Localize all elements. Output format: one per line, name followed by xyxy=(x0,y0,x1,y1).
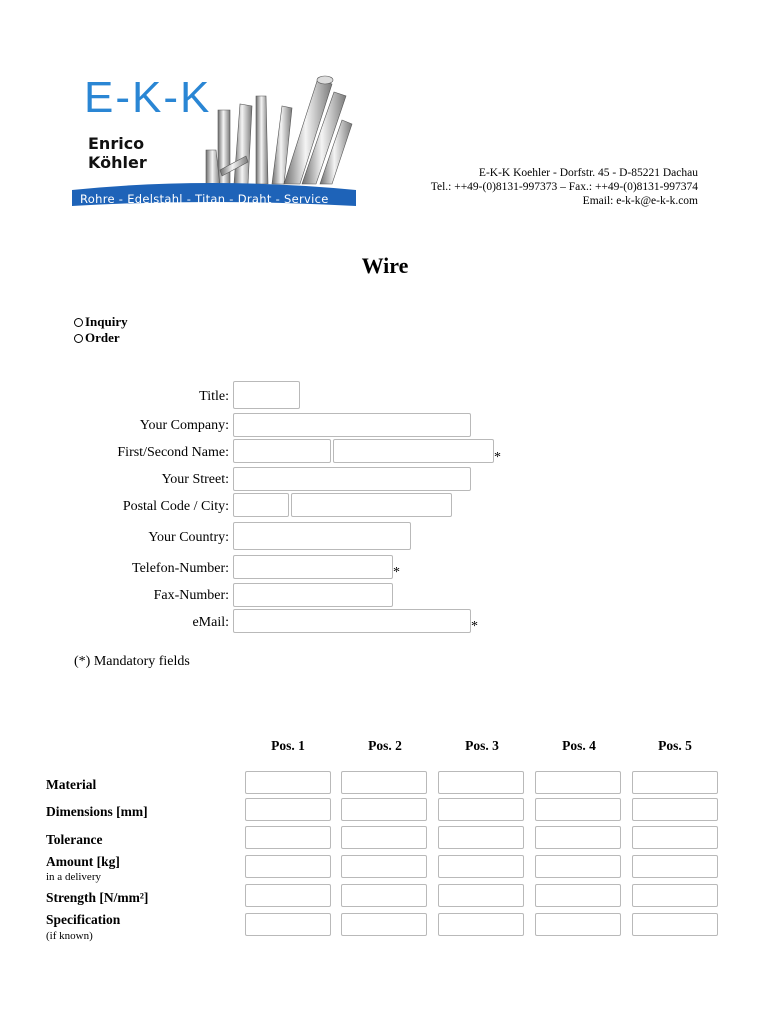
pos-5-header: Pos. 5 xyxy=(658,738,692,753)
specification-label: Specification xyxy=(46,912,121,927)
logo-name-last: Köhler xyxy=(88,153,147,172)
logo-name-first: Enrico xyxy=(88,134,145,153)
phone-field[interactable] xyxy=(233,555,393,579)
street-field[interactable] xyxy=(233,467,471,491)
name-label: First/Second Name: xyxy=(117,445,229,460)
order-radio[interactable] xyxy=(74,334,83,343)
street-label: Your Street: xyxy=(161,472,229,487)
specification-pos-2-field[interactable] xyxy=(341,913,427,936)
tolerance-pos-1-field[interactable] xyxy=(245,826,331,849)
mandatory-fields-note: (*) Mandatory fields xyxy=(74,654,190,669)
city-field[interactable] xyxy=(291,493,452,517)
pos-3-header: Pos. 3 xyxy=(465,738,499,753)
strength-label: Strength [N/mm²] xyxy=(46,890,149,905)
country-field[interactable] xyxy=(233,522,411,550)
second-name-field[interactable] xyxy=(333,439,494,463)
fax-label: Fax-Number: xyxy=(153,588,229,603)
material-pos-3-field[interactable] xyxy=(438,771,524,794)
dimensions-pos-4-field[interactable] xyxy=(535,798,621,821)
strength-pos-3-field[interactable] xyxy=(438,884,524,907)
specification-pos-4-field[interactable] xyxy=(535,913,621,936)
strength-pos-2-field[interactable] xyxy=(341,884,427,907)
address-email: Email: e-k-k@e-k-k.com xyxy=(582,195,698,207)
pos-1-header: Pos. 1 xyxy=(271,738,305,753)
dimensions-pos-5-field[interactable] xyxy=(632,798,718,821)
tubes-graphic xyxy=(206,76,352,186)
tolerance-pos-4-field[interactable] xyxy=(535,826,621,849)
amount-sublabel: in a delivery xyxy=(46,871,101,883)
order-option[interactable] xyxy=(74,330,120,346)
inquiry-radio[interactable] xyxy=(74,318,83,327)
phone-required-marker: * xyxy=(393,565,400,580)
phone-label: Telefon-Number: xyxy=(132,561,229,576)
name-required-marker: * xyxy=(494,450,501,465)
logo-letters: E-K-K xyxy=(84,73,212,122)
logo-tagline: Rohre - Edelstahl - Titan - Draht - Service xyxy=(80,192,329,206)
inquiry-label: Inquiry xyxy=(85,314,128,329)
order-label: Order xyxy=(85,330,120,345)
title-label: Title: xyxy=(199,389,229,404)
fax-field[interactable] xyxy=(233,583,393,607)
specification-pos-1-field[interactable] xyxy=(245,913,331,936)
page-title: Wire xyxy=(361,253,409,278)
first-name-field[interactable] xyxy=(233,439,331,463)
tolerance-pos-2-field[interactable] xyxy=(341,826,427,849)
pos-4-header: Pos. 4 xyxy=(562,738,596,753)
amount-pos-5-field[interactable] xyxy=(632,855,718,878)
specification-pos-3-field[interactable] xyxy=(438,913,524,936)
amount-pos-2-field[interactable] xyxy=(341,855,427,878)
dimensions-label: Dimensions [mm] xyxy=(46,804,148,819)
tolerance-pos-3-field[interactable] xyxy=(438,826,524,849)
amount-pos-3-field[interactable] xyxy=(438,855,524,878)
address-line-2: Tel.: ++49-(0)8131-997373 – Fax.: ++49-(0)8131-997374 xyxy=(430,181,698,193)
material-label: Material xyxy=(46,777,97,792)
postal-code-field[interactable] xyxy=(233,493,289,517)
specification-sublabel: (if known) xyxy=(46,930,93,942)
title-field[interactable] xyxy=(233,381,300,409)
company-label: Your Company: xyxy=(139,418,229,433)
strength-pos-5-field[interactable] xyxy=(632,884,718,907)
email-field[interactable] xyxy=(233,609,471,633)
amount-pos-1-field[interactable] xyxy=(245,855,331,878)
dimensions-pos-1-field[interactable] xyxy=(245,798,331,821)
material-pos-1-field[interactable] xyxy=(245,771,331,794)
country-label: Your Country: xyxy=(148,530,229,545)
dimensions-pos-2-field[interactable] xyxy=(341,798,427,821)
pos-2-header: Pos. 2 xyxy=(368,738,402,753)
amount-pos-4-field[interactable] xyxy=(535,855,621,878)
email-label: eMail: xyxy=(192,615,229,630)
email-required-marker: * xyxy=(471,619,478,634)
specification-pos-5-field[interactable] xyxy=(632,913,718,936)
material-pos-5-field[interactable] xyxy=(632,771,718,794)
postal-city-label: Postal Code / City: xyxy=(122,499,229,514)
strength-pos-1-field[interactable] xyxy=(245,884,331,907)
address-line-1: E-K-K Koehler - Dorfstr. 45 - D-85221 Dachau xyxy=(478,167,698,179)
dimensions-pos-3-field[interactable] xyxy=(438,798,524,821)
company-field[interactable] xyxy=(233,413,471,437)
inquiry-option[interactable] xyxy=(74,314,128,330)
strength-pos-4-field[interactable] xyxy=(535,884,621,907)
amount-label: Amount [kg] xyxy=(46,854,120,869)
tolerance-pos-5-field[interactable] xyxy=(632,826,718,849)
material-pos-2-field[interactable] xyxy=(341,771,427,794)
tolerance-label: Tolerance xyxy=(46,832,103,847)
material-pos-4-field[interactable] xyxy=(535,771,621,794)
